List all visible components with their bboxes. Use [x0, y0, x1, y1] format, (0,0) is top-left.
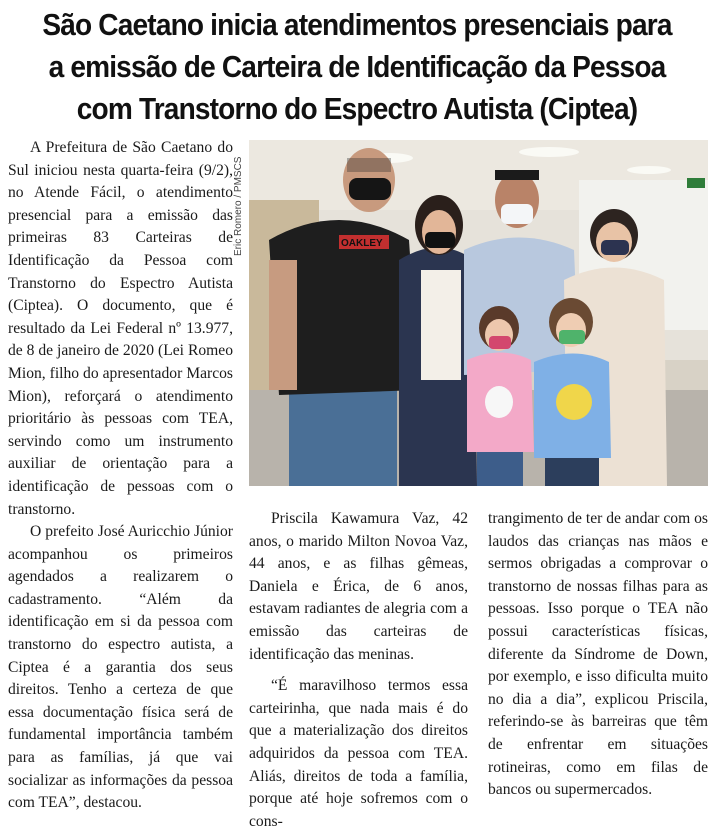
column-1	[8, 137, 233, 815]
column-3	[488, 508, 708, 802]
shirt-logo: OAKLEY	[341, 238, 383, 249]
paragraph-1: A Prefeitura de São Caetano do Sul iniciou nesta quarta-feira (9/2), no Atende Fácil, o atendimento presencial para a emissão das primeiras 83 Carteiras de Identificação da Pessoa com Transtorno do Espectro Autista (Ciptea). O documento, que é resultado da Lei Federal nº 13.977, de 8 de janeiro de 2020 (Lei Romeo Mion, filho do apresentador Marcos Mion), reforçará o atendimento prioritário às pessoas com TEA, servindo como um instrumento auxiliar de orientação para a identificação de pessoas com o transtorno.	[8, 139, 233, 518]
paragraph-4: “É maravilhoso termos essa carteirinha, que nada mais é do que a materialização dos direitos adquiridos da pessoa com TEA. Aliás, direitos de toda a família, porque até hoje sofremos com o cons-	[249, 677, 468, 830]
paragraph-3: Priscila Kawamura Vaz, 42 anos, o marido Milton Novoa Vaz, 44 anos, e as filhas gêmeas, Daniela e Érica, de 6 anos, estavam radiantes de alegria com a emissão das carteiras de identificação das meninas.	[249, 510, 468, 663]
article-photo	[249, 140, 708, 486]
article-headline: São Caetano inicia atendimentos presenciais para a emissão de Carteira de Identificação da Pessoa com Transtorno do Espectro Autista (Ciptea)	[42, 8, 672, 126]
photo-credit: Eric Romero / PMSCS	[233, 156, 244, 256]
column-2	[249, 508, 468, 833]
paragraph-2: O prefeito José Auricchio Júnior acompanhou os primeiros agendados a realizarem o cadastramento. “Além da identificação em si da pessoa com transtorno do espectro autista, a Ciptea é a garantia dos seus direitos. Tenho a certeza de que essa documentação física será de fundamental importância também para as famílias, já que vai socializar as informações da pessoa com TEA”, destacou.	[8, 523, 233, 812]
paragraph-5: trangimento de ter de andar com os laudos das crianças nas mãos e sermos obrigadas a comprovar o transtorno de nossas filhas para as pessoas. Isso porque o TEA não possui características físicas, diferente da Síndrome de Down, por exemplo, e isso dificulta muito no dia a dia”, explicou Priscila, referindo-se às barreiras que têm de enfrentar em situações rotineiras, como em filas de bancos ou supermercados.	[488, 510, 708, 799]
